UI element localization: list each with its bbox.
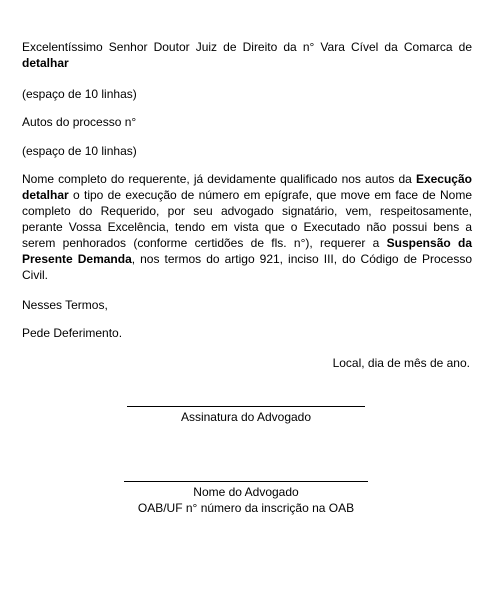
closing-request: Pede Deferimento.: [22, 326, 123, 340]
spacing-note: (espaço de 10 linhas): [22, 144, 137, 158]
petition-text: , nos termos do artigo 921, inciso III, do Código de Processo Civil.: [22, 252, 472, 282]
spacing-note: (espaço de 10 linhas): [22, 87, 137, 101]
oab-label: OAB/UF n° número da inscrição na OAB: [137, 501, 355, 515]
lawyer-name-label: Nome do Advogado: [193, 485, 299, 499]
petition-body: [22, 171, 472, 283]
closing-terms: Nesses Termos,: [22, 298, 108, 312]
lawyer-signature-label: Assinatura do Advogado: [180, 410, 312, 424]
signature-line: [127, 406, 365, 407]
lawyer-signature-block: [127, 406, 365, 425]
petition-text: Nome completo do requerente, já devidamente qualificado nos autos da: [22, 172, 416, 186]
lawyer-name-block: [124, 481, 368, 516]
court-address-text: Excelentíssimo Senhor Doutor Juiz de Direito da n° Vara Cível da Comarca de: [22, 40, 472, 54]
petition-text: o tipo de execução de número em epígrafe, que move em face de Nome completo do Requerido, por seu advogado signatário, vem, respeitosamente, perante Vossa Excelência, tendo em vista que o Executado não possui bens a serem penhorados (conforme certidões de fls. n°), requerer a: [22, 188, 472, 250]
process-number: Autos do processo n°: [22, 115, 137, 129]
place-date: Local, dia de mês de ano.: [332, 356, 470, 370]
document-body: [22, 39, 472, 371]
petition-bold-execution: Execução detalhar: [22, 172, 472, 202]
court-address: [22, 39, 472, 71]
court-comarca: detalhar: [22, 56, 69, 70]
signature-line: [124, 481, 368, 482]
petition-bold-suspension: Suspensão da Presente Demanda: [22, 236, 472, 266]
